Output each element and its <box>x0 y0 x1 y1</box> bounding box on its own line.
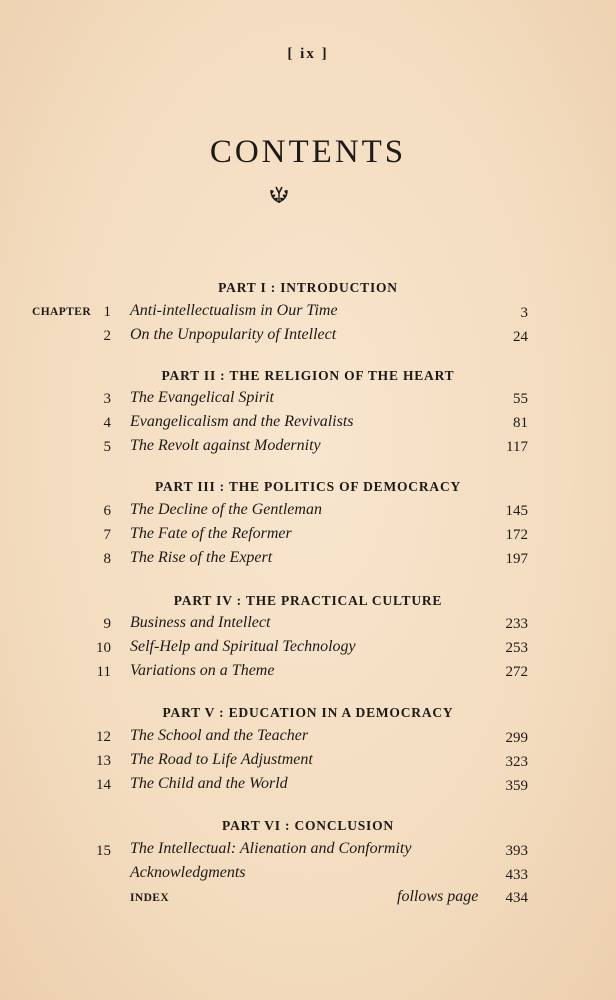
chapter-number: 2 <box>103 328 111 344</box>
chapter-number: 12 <box>96 729 111 745</box>
chapter-title: The Evangelical Spirit <box>130 389 274 406</box>
chapter-number: 14 <box>96 777 111 793</box>
chapter-number: 8 <box>103 551 111 567</box>
chapter-title: Variations on a Theme <box>130 662 275 679</box>
chapter-page: 299 <box>505 730 528 746</box>
part-heading: PART II : THE RELIGION OF THE HEART <box>161 368 455 383</box>
page-number: [ ix ] <box>287 46 329 62</box>
chapter-title: Business and Intellect <box>130 614 271 631</box>
chapter-title: The Revolt against Modernity <box>130 437 321 454</box>
chapter-title: Evangelicalism and the Revivalists <box>130 413 354 430</box>
chapter-page: 117 <box>506 439 528 455</box>
chapter-page: 272 <box>505 664 528 680</box>
chapter-number: 5 <box>103 439 111 455</box>
chapter-title: The Child and the World <box>130 775 288 792</box>
chapter-title: On the Unpopularity of Intellect <box>130 326 337 343</box>
chapter-number: 13 <box>96 753 111 769</box>
chapter-number: 4 <box>103 415 111 431</box>
chapter-title: Self-Help and Spiritual Technology <box>130 638 356 655</box>
chapter-number: 1 <box>103 304 111 320</box>
laurel-wreath-icon <box>268 183 290 205</box>
chapter-number: 3 <box>103 391 111 407</box>
chapter-title: Anti-intellectualism in Our Time <box>130 302 338 319</box>
part-heading: PART I : INTRODUCTION <box>218 280 398 295</box>
chapter-title: The School and the Teacher <box>130 727 309 744</box>
chapter-number: 11 <box>96 664 111 680</box>
chapter-number: 9 <box>103 616 111 632</box>
chapter-page: 55 <box>513 391 528 407</box>
part-heading: PART IV : THE PRACTICAL CULTURE <box>173 593 443 608</box>
index-label: INDEX <box>130 892 170 904</box>
chapter-number: 7 <box>103 527 111 543</box>
chapter-title: The Fate of the Reformer <box>130 525 292 542</box>
part-heading: PART VI : CONCLUSION <box>222 818 394 833</box>
chapter-page: 233 <box>505 616 528 632</box>
chapter-title: The Rise of the Expert <box>130 549 273 566</box>
chapter-page: 172 <box>505 527 528 543</box>
index-page: 434 <box>505 890 528 906</box>
chapter-page: 323 <box>505 754 528 770</box>
chapter-page: 3 <box>520 305 528 321</box>
chapter-page: 197 <box>505 551 528 567</box>
chapter-page: 145 <box>505 503 528 519</box>
chapter-title: The Intellectual: Alienation and Conformity <box>130 840 412 857</box>
chapter-title: The Road to Life Adjustment <box>130 751 313 768</box>
acknowledgments-title: Acknowledgments <box>130 864 246 881</box>
part-heading: PART V : EDUCATION IN A DEMOCRACY <box>162 705 454 720</box>
chapter-number: 6 <box>103 503 111 519</box>
index-note: follows page <box>397 888 479 905</box>
chapter-page: 393 <box>505 843 528 859</box>
chapter-page: 359 <box>505 778 528 794</box>
chapter-number: 15 <box>96 843 111 859</box>
acknowledgments-page: 433 <box>505 867 528 883</box>
chapter-number: 10 <box>96 640 111 656</box>
chapter-page: 253 <box>505 640 528 656</box>
chapter-title: The Decline of the Gentleman <box>130 501 322 518</box>
chapter-label: CHAPTER <box>32 306 92 318</box>
chapter-page: 81 <box>513 415 528 431</box>
chapter-page: 24 <box>513 329 528 345</box>
part-heading: PART III : THE POLITICS OF DEMOCRACY <box>154 479 462 494</box>
page-title: CONTENTS <box>209 134 407 170</box>
